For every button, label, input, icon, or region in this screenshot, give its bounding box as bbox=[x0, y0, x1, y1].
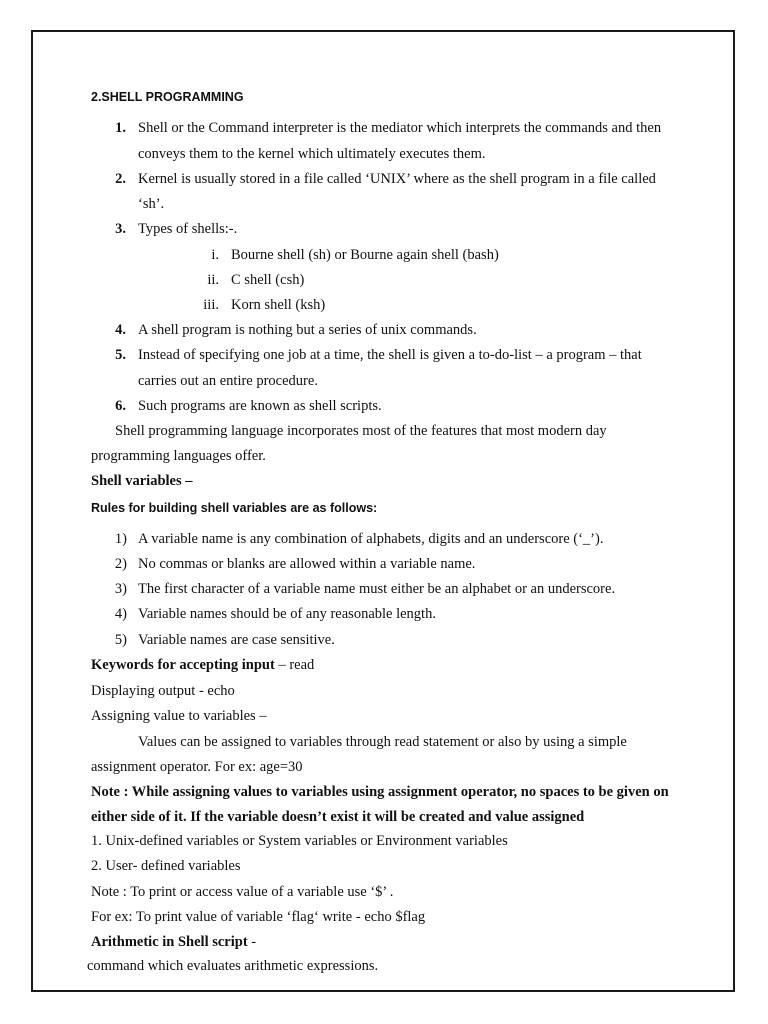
item-number: 4. bbox=[115, 322, 126, 338]
note-print-line: Note : To print or access value of a variable use ‘$’ . bbox=[91, 884, 394, 900]
shell-type: Korn shell (ksh) bbox=[231, 297, 326, 313]
paragraph-line: Values can be assigned to variables through read statement or also by using a simple bbox=[138, 734, 627, 750]
arithmetic-line bbox=[91, 933, 256, 951]
rules-heading: Rules for building shell variables are as follows: bbox=[91, 501, 378, 515]
item-text: ‘sh’. bbox=[138, 196, 165, 212]
assigning-line: Assigning value to variables – bbox=[91, 708, 267, 724]
rule-text: No commas or blanks are allowed within a variable name. bbox=[138, 556, 476, 572]
rule-text: Variable names are case sensitive. bbox=[138, 632, 335, 648]
item-text: carries out an entire procedure. bbox=[138, 373, 318, 389]
display-output-line: Displaying output - echo bbox=[91, 683, 235, 699]
note-bold-line: Note : While assigning values to variables using assignment operator, no spaces to be given on bbox=[91, 784, 669, 800]
item-text: A shell program is nothing but a series of unix commands. bbox=[138, 322, 477, 338]
rule-number: 4) bbox=[114, 606, 127, 622]
roman-number: i. bbox=[211, 247, 219, 263]
shell-type: C shell (csh) bbox=[231, 272, 305, 288]
arithmetic-dash: - bbox=[247, 934, 257, 950]
shell-type: Bourne shell (sh) or Bourne again shell (bash) bbox=[231, 247, 499, 263]
item-text: Kernel is usually stored in a file called ‘UNIX’ where as the shell program in a file called bbox=[138, 171, 656, 187]
paragraph-line: programming languages offer. bbox=[91, 448, 266, 464]
item-text: Such programs are known as shell scripts. bbox=[138, 398, 382, 414]
rule-text: A variable name is any combination of alphabets, digits and an underscore (‘_’). bbox=[138, 531, 604, 547]
roman-number: iii. bbox=[203, 297, 219, 313]
example-line: For ex: To print value of variable ‘flag‘ write - echo $flag bbox=[91, 909, 426, 925]
note-bold-line: either side of it. If the variable doesn’t exist it will be created and value assigned bbox=[91, 809, 585, 825]
item-text: Types of shells:-. bbox=[138, 221, 238, 237]
keywords-value: – read bbox=[274, 657, 315, 673]
paragraph-line: assignment operator. For ex: age=30 bbox=[91, 759, 303, 775]
item-text: conveys them to the kernel which ultimately executes them. bbox=[138, 146, 486, 162]
rule-number: 2) bbox=[114, 556, 127, 572]
item-number: 6. bbox=[115, 398, 126, 414]
keywords-label: Keywords for accepting input bbox=[91, 657, 275, 673]
roman-number: ii. bbox=[207, 272, 219, 288]
last-line: command which evaluates arithmetic expressions. bbox=[87, 958, 379, 974]
variable-type-line: 1. Unix-defined variables or System variables or Environment variables bbox=[91, 833, 508, 849]
rule-text: The first character of a variable name must either be an alphabet or an underscore. bbox=[138, 581, 616, 597]
keywords-line bbox=[91, 656, 314, 674]
item-text: Instead of specifying one job at a time, the shell is given a to-do-list – a program – that bbox=[138, 347, 642, 363]
item-number: 2. bbox=[115, 171, 126, 187]
paragraph-line: Shell programming language incorporates most of the features that most modern day bbox=[115, 423, 607, 439]
item-number: 5. bbox=[115, 347, 126, 363]
arithmetic-heading: Arithmetic in Shell script bbox=[91, 934, 248, 950]
rule-number: 5) bbox=[114, 632, 127, 648]
rule-number: 1) bbox=[114, 531, 127, 547]
section-heading: 2.SHELL PROGRAMMING bbox=[91, 90, 244, 104]
item-text: Shell or the Command interpreter is the mediator which interprets the commands and then bbox=[138, 120, 662, 136]
variable-type-line: 2. User- defined variables bbox=[91, 858, 241, 874]
item-number: 1. bbox=[115, 120, 126, 136]
shell-variables-heading: Shell variables – bbox=[91, 473, 193, 489]
rule-number: 3) bbox=[114, 581, 127, 597]
rule-text: Variable names should be of any reasonable length. bbox=[138, 606, 436, 622]
item-number: 3. bbox=[115, 221, 126, 237]
